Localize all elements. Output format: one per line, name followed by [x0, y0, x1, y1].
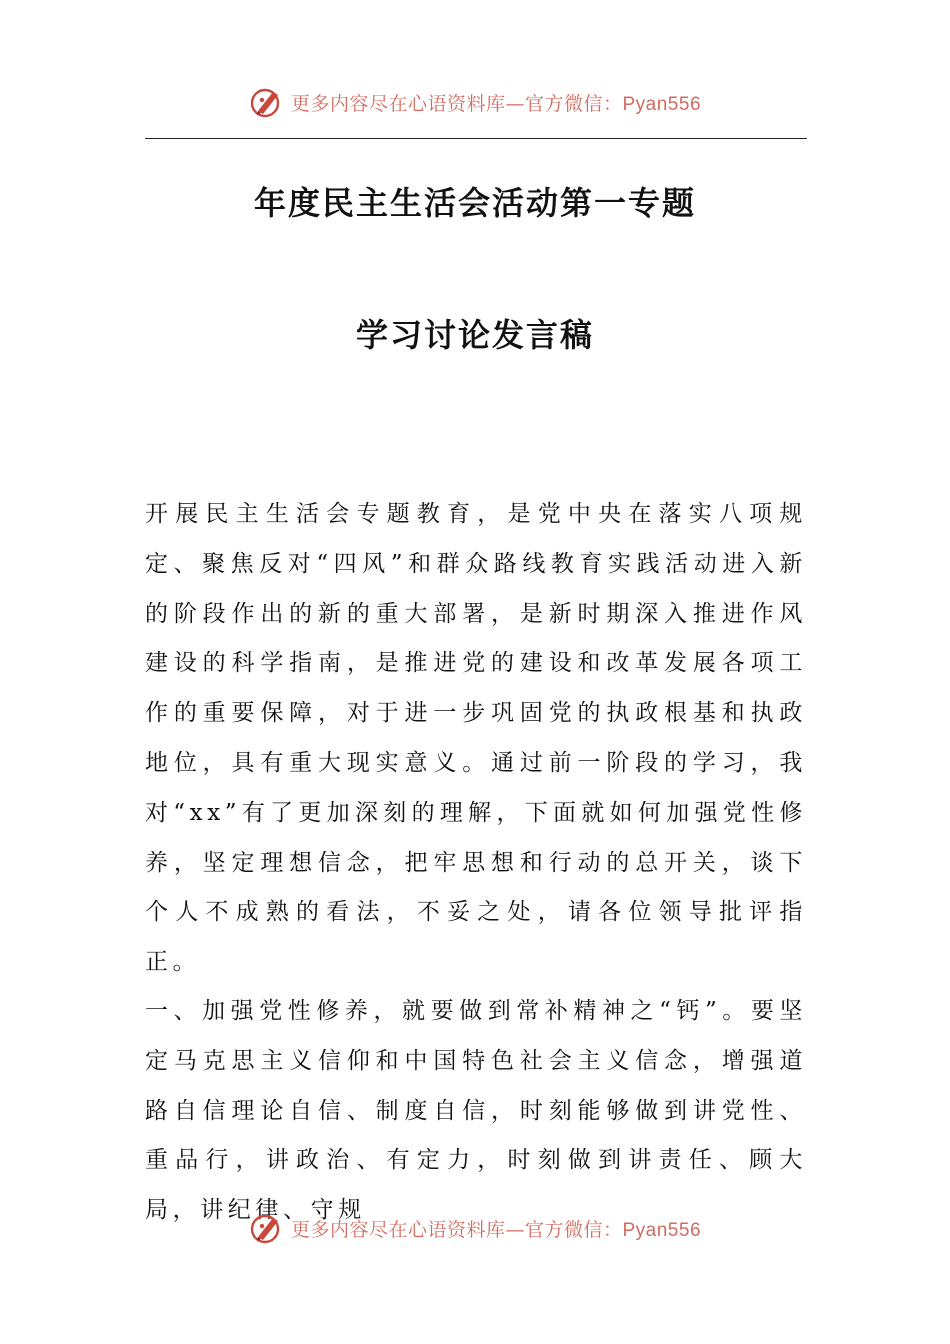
pen-logo-icon — [249, 84, 285, 120]
body-paragraph-section-1: 一、加强党性修养，就要做到常补精神之“钙”。要坚定马克思主义信仰和中国特色社会主义信念，增强道路自信理论自信、制度自信，时刻能够做到讲党性、重品行，讲政治、有定力，时刻做到讲责任、顾大局，讲纪律、守规 — [145, 998, 807, 1224]
header-rule — [145, 138, 807, 139]
document-title-line-1: 年度民主生活会活动第一专题 — [253, 184, 696, 222]
pen-logo-icon — [249, 1210, 285, 1246]
body-paragraph-intro: 开展民主生活会专题教育，是党中央在落实八项规定、聚焦反对“四风”和群众路线教育实践活动进入新的阶段作出的新的重大部署，是新时期深入推进作风建设的科学指南，是推进党的建设和改革发展各项工作的重要保障，对于进一步巩固党的执政根基和执政地位，具有重大现实意义。通过前一阶段的学习，我对“xx”有了更加深刻的理解，下面就如何加强党性修养，坚定理想信念，把牢思想和行动的总开关，谈下个人不成熟的看法，不妥之处，请各位领导批评指正。 — [145, 501, 807, 976]
watermark-footer — [0, 1210, 950, 1246]
watermark-label: 更多内容尽在心语资料库—官方微信：Pyan556 — [290, 92, 702, 115]
watermark-header — [0, 84, 950, 120]
document-title-line-2: 学习讨论发言稿 — [355, 316, 594, 354]
watermark-label: 更多内容尽在心语资料库—官方微信：Pyan556 — [290, 1218, 702, 1241]
